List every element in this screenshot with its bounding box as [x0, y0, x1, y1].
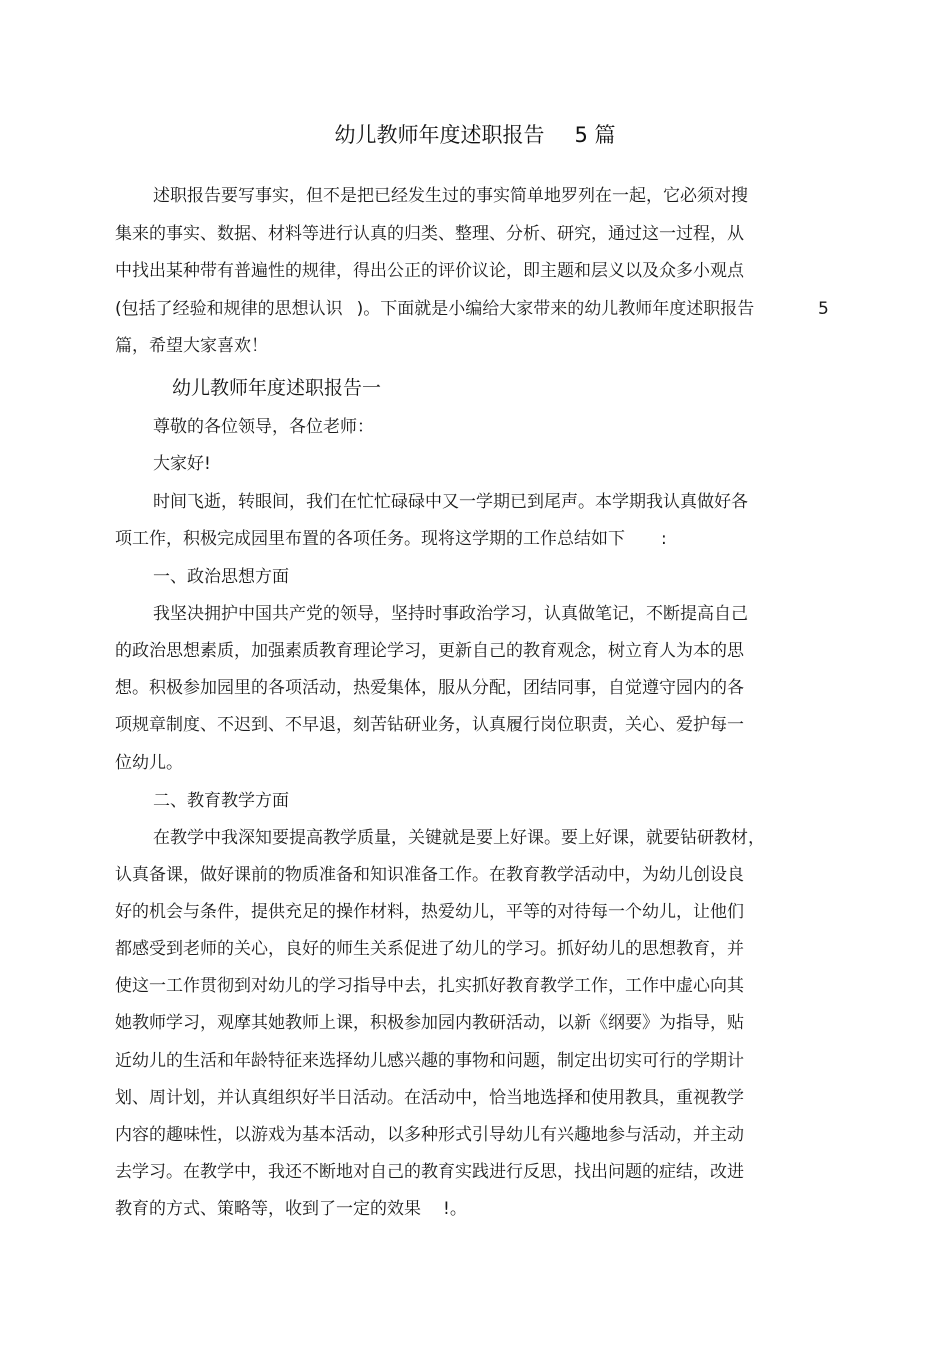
paragraph-text: :: [661, 529, 667, 549]
paragraph-line: [115, 1197, 467, 1221]
paragraph-line: 想。积极参加园里的各项活动，热爱集体，服从分配，团结同事，自觉遵守园内的各: [115, 678, 744, 698]
paragraph-line: 她教师学习，观摩其她教师上课，积极参加园内教研活动，以新《纲要》为指导，贴: [115, 1013, 744, 1033]
document-title: [0, 121, 950, 149]
paragraph-line: 好的机会与条件，提供充足的操作材料，热爱幼儿，平等的对待每一个幼儿，让他们: [115, 902, 744, 922]
paragraph-text: !。: [443, 1199, 467, 1219]
section-title: 幼儿教师年度述职报告一: [172, 377, 382, 399]
title-main: 幼儿教师年度述职报告: [334, 123, 545, 147]
paragraph-line: 认真备课，做好课前的物质准备和知识准备工作。在教育教学活动中，为幼儿创设良: [115, 865, 744, 885]
paragraph-text: 教育的方式、策略等，收到了一定的效果: [115, 1199, 421, 1219]
paragraph-line: 时间飞逝，转眼间，我们在忙忙碌碌中又一学期已到尾声。本学期我认真做好各: [153, 492, 748, 512]
greeting: 尊敬的各位领导，各位老师：: [153, 417, 374, 437]
intro-line: 述职报告要写事实，但不是把已经发生过的事实简单地罗列在一起，它必须对搜: [153, 186, 748, 206]
paragraph-line: 内容的趣味性，以游戏为基本活动，以多种形式引导幼儿有兴趣地参与活动，并主动: [115, 1125, 744, 1145]
paragraph-line: 使这一工作贯彻到对幼儿的学习指导中去，扎实抓好教育教学工作，工作中虚心向其: [115, 976, 744, 996]
paragraph-line: 位幼儿。: [115, 753, 183, 773]
intro-text: (包括了经验和规律的思想认识: [115, 299, 343, 319]
paragraph-text: 项工作，积极完成园里布置的各项任务。现将这学期的工作总结如下: [115, 529, 625, 549]
intro-line: 集来的事实、数据、材料等进行认真的归类、整理、分析、研究，通过这一过程，从: [115, 224, 744, 244]
paragraph-line: [115, 527, 667, 551]
title-count: 5 篇: [574, 123, 616, 147]
greeting: 大家好!: [153, 454, 211, 474]
paragraph-line: 划、周计划，并认真组织好半日活动。在活动中，恰当地选择和使用教具，重视教学: [115, 1088, 744, 1108]
paragraph-line: 去学习。在教学中，我还不断地对自己的教育实践进行反思，找出问题的症结，改进: [115, 1162, 744, 1182]
paragraph-line: 都感受到老师的关心，良好的师生关系促进了幼儿的学习。抓好幼儿的思想教育，并: [115, 939, 744, 959]
section-heading: 一、政治思想方面: [153, 567, 289, 587]
intro-line: 中找出某种带有普遍性的规律，得出公正的评价议论，即主题和层义以及众多小观点: [115, 261, 744, 281]
paragraph-line: 在教学中我深知要提高教学质量，关键就是要上好课。要上好课，就要钻研教材，: [153, 828, 765, 848]
section-heading: 二、教育教学方面: [153, 791, 289, 811]
intro-number: 5: [818, 299, 829, 319]
paragraph-line: 的政治思想素质，加强素质教育理论学习，更新自己的教育观念，树立育人为本的思: [115, 641, 744, 661]
intro-text: )。下面就是小编给大家带来的幼儿教师年度述职报告: [356, 299, 755, 319]
intro-line: 篇，希望大家喜欢！: [115, 336, 268, 356]
paragraph-line: 项规章制度、不迟到、不早退，刻苦钻研业务，认真履行岗位职责，关心、爱护每一: [115, 715, 744, 735]
paragraph-line: 我坚决拥护中国共产党的领导，坚持时事政治学习，认真做笔记，不断提高自己: [153, 604, 748, 624]
paragraph-line: 近幼儿的生活和年龄特征来选择幼儿感兴趣的事物和问题，制定出切实可行的学期计: [115, 1051, 744, 1071]
intro-line: [115, 297, 754, 321]
